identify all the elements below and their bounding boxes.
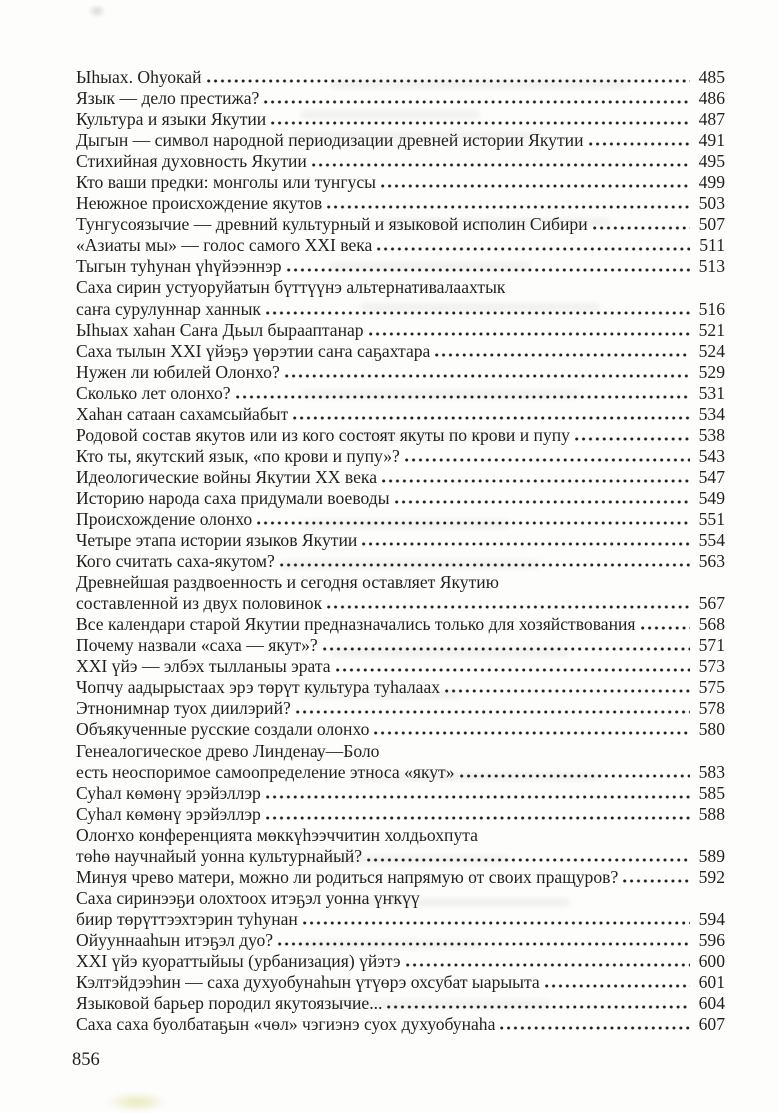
dot-leader: [374, 731, 690, 735]
dot-leader: [280, 563, 690, 567]
toc-entry-line: [76, 235, 725, 256]
toc-entry-title: Почему назвали «саха — якут»?: [76, 635, 318, 656]
dot-leader: [589, 142, 691, 146]
toc-entry-page: 549: [698, 487, 725, 508]
dot-leader: [323, 647, 690, 651]
toc-entry-page: 578: [698, 698, 725, 719]
toc-entry-title: Неюжное происхождение якутов: [76, 193, 323, 214]
dot-leader: [500, 1026, 690, 1030]
toc-entry-line: [76, 825, 725, 846]
toc-entry-title: XXI үйэ — элбэх тылланыы эрата: [76, 656, 331, 677]
toc-entry-line: [76, 993, 725, 1014]
toc-entry-line: [76, 509, 725, 530]
dot-leader: [327, 605, 690, 609]
toc-entry-page: 583: [698, 761, 725, 782]
toc-entry-line: [76, 804, 725, 825]
toc-entry-page: 567: [698, 593, 725, 614]
dot-leader: [264, 100, 690, 104]
dot-leader: [336, 668, 690, 672]
toc-entry-title: Саха сирин устуоруйатын бүттүүнэ альтернативалаахтык: [76, 277, 506, 298]
dot-leader: [327, 205, 690, 209]
toc-entry-page: 607: [698, 1014, 725, 1035]
toc-entry-page: 538: [698, 424, 725, 445]
toc-entry-line: [76, 88, 725, 109]
dot-leader: [395, 500, 690, 504]
toc-entry-title: Тыгын туһунан үһүйээннэр: [76, 256, 282, 277]
toc-entry-line: [76, 320, 725, 341]
toc-entry-page: 563: [698, 551, 725, 572]
toc-entry-title: Кто ваши предки: монголы или тунгусы: [76, 172, 376, 193]
toc-entry-title: Дыгын — символ народной периодизации древней истории Якутии: [76, 130, 584, 151]
toc-entry-title: Историю народа саха придумали воеводы: [76, 487, 390, 508]
toc-entry-page: 531: [698, 382, 725, 403]
toc-entry-page: 604: [698, 993, 725, 1014]
toc-entry-title: саҥа сурулуннар ханнык: [76, 298, 261, 319]
dot-leader: [593, 226, 690, 230]
toc-entry-title: Ыһыах. Оһуокай: [76, 67, 202, 87]
toc-entry-title: төһө научнайый уонна культурнайый?: [76, 845, 363, 866]
dot-leader: [545, 984, 690, 988]
toc-entry-line: [76, 151, 725, 172]
toc-entry-page: 589: [698, 845, 725, 866]
toc-entry-line: [76, 130, 725, 151]
dot-leader: [641, 626, 690, 630]
toc-entry-title: Чопчу аадырыстаах эрэ төрүт культура туһалаах: [76, 677, 441, 698]
toc-entry-line: [76, 593, 725, 614]
toc-entry-title: Саха сиринээҕи олохтоох итэҕэл уонна үҥкүү: [76, 887, 420, 908]
dot-leader: [387, 1005, 690, 1009]
toc-entry-line: [76, 972, 725, 993]
toc-entry-title: Ыһыах хаһан Саҥа Дьыл бырааптанар: [76, 319, 364, 340]
toc-entry-title: XXI үйэ куораттыйыы (урбанизация) үйэтэ: [76, 950, 401, 971]
toc-entry-title: биир төрүттээхтэрин туһунан: [76, 908, 298, 929]
toc-entry-title: Языковой барьер породил якутоязычие...: [76, 993, 383, 1014]
toc-entry-line: [76, 635, 725, 656]
toc-entry-line: [76, 383, 725, 404]
toc-entry-line: [76, 951, 725, 972]
toc-entry-line: [76, 930, 725, 951]
toc-entry-page: 554: [698, 530, 725, 551]
toc-entry-title: Древнейшая раздвоенность и сегодня оставляет Якутию: [76, 572, 499, 593]
toc-entry-page: 571: [698, 635, 725, 656]
toc-entry-title: Ойууннааһын итэҕэл дуо?: [76, 929, 274, 950]
toc-entry-title: Кто ты, якутский язык, «по крови и пупу»?: [76, 445, 400, 466]
toc-entry-page: 513: [698, 256, 725, 277]
toc-entry-page: 524: [698, 340, 725, 361]
toc-entry-line: [76, 783, 725, 804]
toc-entry-line: [76, 909, 725, 930]
toc-entry-line: [76, 214, 725, 235]
dot-leader: [287, 268, 690, 272]
dot-leader: [266, 795, 690, 799]
toc-entry-page: 503: [698, 193, 725, 214]
toc-entry-page: 511: [699, 235, 725, 256]
dot-leader: [382, 479, 690, 483]
toc-entry-title: Кэлтэйдээһин — саха духуобунаһын үтүөрэ охсубат ыарыыта: [76, 972, 540, 993]
toc-entry-page: 600: [698, 950, 725, 971]
dot-leader: [312, 163, 690, 167]
toc-entry-line: [76, 256, 725, 277]
toc-entry-title: Суһал көмөнү эрэйэллэр: [76, 803, 261, 824]
toc-entry-page: 487: [698, 109, 725, 130]
toc-entry-line: [76, 172, 725, 193]
toc-entry-line: [76, 404, 725, 425]
toc-entry-page: 573: [698, 656, 725, 677]
toc-entry-line: [76, 846, 725, 867]
dot-leader: [293, 416, 690, 420]
dot-leader: [445, 689, 690, 693]
toc-entry-title: Родовой состав якутов или из кого состоят якуты по крови и пупу: [76, 424, 570, 445]
toc-entry-page: 491: [698, 130, 725, 151]
dot-leader: [257, 521, 690, 525]
dot-leader: [303, 921, 690, 925]
toc-entry-title: Происхождение олонхо: [76, 508, 253, 529]
toc-entry-page: 594: [698, 908, 725, 929]
toc-entry-title: Стихийная духовность Якутии: [76, 151, 307, 172]
dot-leader: [266, 311, 690, 315]
toc-entry-page: 585: [698, 782, 725, 803]
toc-entry-title: «Азиаты мы» — голос самого XXI века: [76, 235, 373, 256]
toc-entry-line: [76, 277, 725, 298]
toc-entry-line: [76, 425, 725, 446]
toc-entry-page: 580: [698, 719, 725, 740]
toc-entry-line: [76, 1014, 725, 1035]
dot-leader: [266, 816, 690, 820]
toc-entry-title: Нужен ли юбилей Олонхо?: [76, 361, 280, 382]
toc-list: [76, 67, 725, 1035]
toc-entry-title: есть неоспоримое самоопределение этноса «якут»: [76, 761, 455, 782]
toc-entry-title: Саха саха буолбатаҕын «чөл» чэгиэнэ суох духуобунаһа: [76, 1014, 496, 1035]
toc-entry-line: [76, 299, 725, 320]
toc-entry-page: 499: [698, 172, 725, 193]
toc-entry-line: [76, 677, 725, 698]
dot-leader: [271, 121, 690, 125]
dot-leader: [236, 395, 690, 399]
toc-entry-title: Этнонимнар туох диилэрий?: [76, 698, 291, 719]
toc-entry-page: 534: [698, 403, 725, 424]
dot-leader: [285, 374, 690, 378]
toc-entry-title: Минуя чрево матери, можно ли родиться напрямую от своих пращуров?: [76, 866, 619, 887]
toc-entry-page: 596: [698, 929, 725, 950]
toc-entry-title: Саха тылын XXI үйэҕэ үөрэтии саҥа саҕахтара: [76, 340, 431, 361]
toc-entry-line: [76, 67, 725, 88]
scan-smudge: [106, 1092, 168, 1112]
toc-entry-title: Идеологические войны Якутии XX века: [76, 466, 378, 487]
dot-leader: [367, 858, 690, 862]
toc-entry-title: Суһал көмөнү эрэйэллэр: [76, 782, 261, 803]
toc-entry-line: [76, 572, 725, 593]
toc-entry-line: [76, 488, 725, 509]
dot-leader: [405, 458, 690, 462]
dot-leader: [406, 963, 690, 967]
toc-entry-line: [76, 467, 725, 488]
toc-entry-title: составленной из двух половинок: [76, 593, 323, 614]
dot-leader: [207, 79, 690, 83]
toc-entry-page: 543: [698, 445, 725, 466]
toc-entry-line: [76, 698, 725, 719]
folio-page-number: 856: [72, 1050, 100, 1070]
toc-entry-page: 551: [698, 508, 725, 529]
toc-entry-page: 529: [698, 361, 725, 382]
toc-entry-page: 592: [698, 866, 725, 887]
toc-entry-line: [76, 867, 725, 888]
dot-leader: [369, 332, 690, 336]
toc-entry-line: [76, 341, 725, 362]
toc-entry-line: [76, 888, 725, 909]
toc-entry-line: [76, 719, 725, 740]
toc-entry-page: 516: [698, 298, 725, 319]
toc-entry-title: Язык — дело престижа?: [76, 88, 260, 109]
toc-entry-line: [76, 551, 725, 572]
toc-entry-line: [76, 530, 725, 551]
toc-entry-line: [76, 109, 725, 130]
dot-leader: [377, 247, 690, 251]
toc-entry-page: 521: [698, 319, 725, 340]
dot-leader: [435, 353, 690, 357]
toc-entry-page: 485: [698, 67, 725, 87]
toc-entry-title: Сколько лет олонхо?: [76, 382, 231, 403]
toc-entry-title: Олоҥхо конференцията мөккүһээччитин холдьохпута: [76, 824, 478, 845]
toc-entry-page: 547: [698, 466, 725, 487]
toc-entry-page: 601: [698, 972, 725, 993]
toc-entry-page: 588: [698, 803, 725, 824]
dot-leader: [623, 879, 690, 883]
scan-mark: [88, 4, 106, 18]
toc-entry-title: Четыре этапа истории языков Якутии: [76, 530, 358, 551]
dot-leader: [381, 184, 690, 188]
toc-entry-page: 575: [698, 677, 725, 698]
toc-entry-title: Культура и языки Якутии: [76, 109, 267, 130]
toc-entry-title: Хаһан сатаан сахамсыйабыт: [76, 403, 289, 424]
toc-entry-title: Все календари старой Якутии предназначались только для хозяйствования: [76, 614, 636, 635]
toc-entry-line: [76, 614, 725, 635]
toc-entry-title: Тунгусоязычие — древний культурный и языковой исполин Сибири: [76, 214, 588, 235]
toc-entry-title: Кого считать саха-якутом?: [76, 551, 275, 572]
toc-entry-title: Генеалогическое древо Линденау—Боло: [76, 740, 380, 761]
dot-leader: [296, 710, 690, 714]
dot-leader: [362, 542, 690, 546]
dot-leader: [575, 437, 690, 441]
toc-entry-line: [76, 362, 725, 383]
dot-leader: [460, 774, 690, 778]
toc-entry-title: Объякученные русские создали олонхо: [76, 719, 370, 740]
toc-entry-line: [76, 741, 725, 762]
toc-entry-page: 495: [698, 151, 725, 172]
toc-entry-line: [76, 656, 725, 677]
toc-entry-page: 507: [698, 214, 725, 235]
toc-entry-line: [76, 193, 725, 214]
toc-entry-page: 486: [698, 88, 725, 109]
toc-entry-line: [76, 446, 725, 467]
dot-leader: [278, 942, 690, 946]
toc-entry-line: [76, 762, 725, 783]
toc-entry-page: 568: [698, 614, 725, 635]
